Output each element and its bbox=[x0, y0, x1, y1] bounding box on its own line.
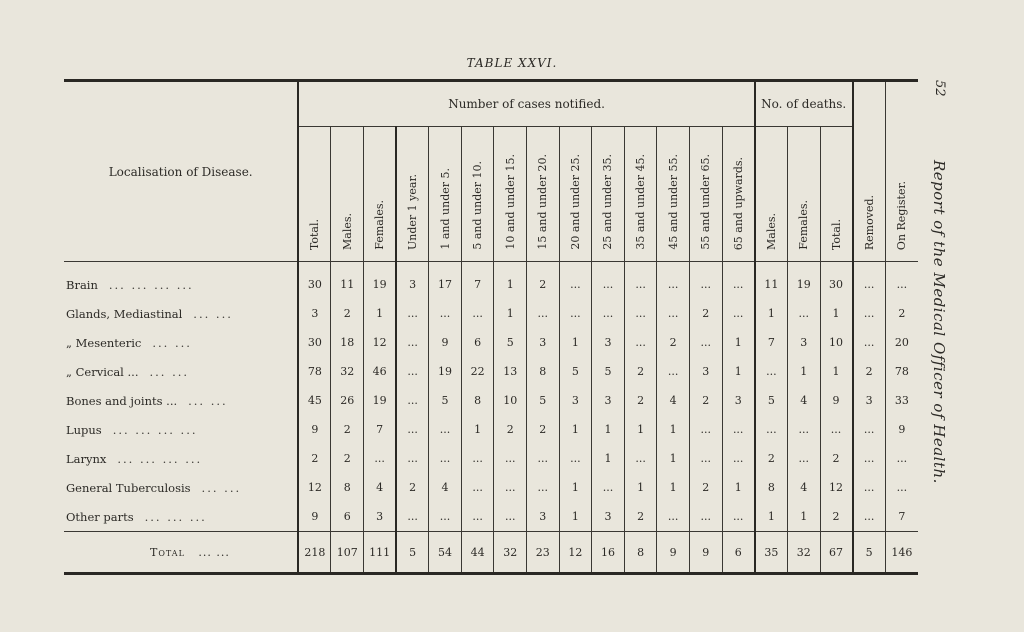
table-cell: 1 bbox=[755, 502, 788, 532]
row-label bbox=[64, 502, 298, 532]
table-cell: ... bbox=[527, 473, 560, 502]
table-cell: 8 bbox=[461, 386, 494, 415]
total-label bbox=[64, 532, 298, 574]
localisation-header: Localisation of Disease. bbox=[64, 81, 298, 262]
table-cell: 20 bbox=[885, 328, 918, 357]
table-cell: 3 bbox=[689, 357, 722, 386]
table-cell: ... bbox=[527, 299, 560, 328]
table-cell: 2 bbox=[885, 299, 918, 328]
table-cell: 19 bbox=[787, 262, 820, 300]
table-cell: 3 bbox=[298, 299, 331, 328]
table-cell: ... bbox=[722, 262, 755, 300]
row-label-text: Brain bbox=[66, 277, 98, 292]
table-cell: 3 bbox=[527, 328, 560, 357]
table-cell: ... bbox=[624, 328, 657, 357]
table-cell: ... bbox=[755, 415, 788, 444]
table-cell: ... bbox=[853, 328, 886, 357]
row-label-text: Lupus bbox=[66, 422, 102, 437]
table-cell: 3 bbox=[853, 386, 886, 415]
table-cell: ... bbox=[689, 262, 722, 300]
table-cell: 6 bbox=[461, 328, 494, 357]
row-label bbox=[64, 473, 298, 502]
table-cell: 1 bbox=[364, 299, 397, 328]
col-header: Males. bbox=[331, 127, 364, 262]
table-cell: 1 bbox=[559, 502, 592, 532]
table-cell: 3 bbox=[364, 502, 397, 532]
table-cell: ... bbox=[885, 262, 918, 300]
table-cell: 7 bbox=[885, 502, 918, 532]
table-cell: ... bbox=[624, 299, 657, 328]
table-cell: 12 bbox=[298, 473, 331, 502]
table-cell: 5 bbox=[592, 357, 625, 386]
table-cell: 3 bbox=[559, 386, 592, 415]
col-header: Total. bbox=[820, 127, 853, 262]
col-header: Females. bbox=[364, 127, 397, 262]
col-header: 5 and under 10. bbox=[461, 127, 494, 262]
table-row bbox=[64, 415, 918, 444]
table-cell: 2 bbox=[527, 262, 560, 300]
table-cell: ... bbox=[624, 262, 657, 300]
table-cell: 1 bbox=[755, 299, 788, 328]
table-cell: ... bbox=[592, 299, 625, 328]
row-label bbox=[64, 328, 298, 357]
col-header: Under 1 year. bbox=[396, 127, 429, 262]
leader-dots: ... ... ... ... bbox=[112, 422, 198, 437]
table-cell: ... bbox=[853, 444, 886, 473]
leader-dots: ... ... ... bbox=[144, 509, 207, 524]
table-cell: ... bbox=[722, 299, 755, 328]
table-cell: 2 bbox=[331, 415, 364, 444]
table-cell: 22 bbox=[461, 357, 494, 386]
table-cell: 10 bbox=[820, 328, 853, 357]
table-cell: ... bbox=[787, 444, 820, 473]
table-cell: 2 bbox=[624, 386, 657, 415]
table-cell: ... bbox=[396, 502, 429, 532]
table-cell: 19 bbox=[364, 262, 397, 300]
table-cell: 8 bbox=[527, 357, 560, 386]
table-cell: 1 bbox=[787, 357, 820, 386]
running-head-text: Report of the Medical Officer of Health. bbox=[930, 160, 948, 484]
table-cell: 3 bbox=[396, 262, 429, 300]
table-cell: ... bbox=[689, 444, 722, 473]
table-cell: ... bbox=[429, 299, 462, 328]
table-cell: 3 bbox=[722, 386, 755, 415]
table-cell: 2 bbox=[657, 328, 690, 357]
table-cell: 7 bbox=[461, 262, 494, 300]
table-cell: 1 bbox=[722, 473, 755, 502]
table-cell: 5 bbox=[527, 386, 560, 415]
col-header: 65 and upwards. bbox=[722, 127, 755, 262]
table-cell: ... bbox=[722, 502, 755, 532]
table-cell: 218 bbox=[298, 532, 331, 574]
row-label-text: „ Mesenteric bbox=[66, 335, 142, 350]
row-label-text: Larynx bbox=[66, 451, 107, 466]
table-cell: 1 bbox=[559, 473, 592, 502]
removed-header: Removed. bbox=[853, 81, 886, 262]
table-cell: ... bbox=[657, 299, 690, 328]
table-cell: 1 bbox=[787, 502, 820, 532]
row-label bbox=[64, 444, 298, 473]
row-label-text: Glands, Mediastinal bbox=[66, 306, 183, 321]
table-cell: 2 bbox=[331, 444, 364, 473]
table-cell: 3 bbox=[787, 328, 820, 357]
table-cell: 1 bbox=[559, 328, 592, 357]
table-cell: ... bbox=[364, 444, 397, 473]
table-cell: 107 bbox=[331, 532, 364, 574]
table-title: TABLE XXVI. bbox=[466, 56, 558, 70]
table-cell: 2 bbox=[527, 415, 560, 444]
row-label-text: General Tuberculosis bbox=[66, 480, 191, 495]
table-cell: 78 bbox=[298, 357, 331, 386]
table-cell: 2 bbox=[298, 444, 331, 473]
table-cell: 12 bbox=[820, 473, 853, 502]
deaths-group-header: No. of deaths. bbox=[755, 81, 853, 127]
table-cell: 7 bbox=[755, 328, 788, 357]
table-cell: 30 bbox=[820, 262, 853, 300]
table-cell: 9 bbox=[298, 415, 331, 444]
table-cell: 12 bbox=[364, 328, 397, 357]
table-cell: ... bbox=[689, 328, 722, 357]
table-cell: 2 bbox=[689, 386, 722, 415]
table-cell: 11 bbox=[331, 262, 364, 300]
table-cell: ... bbox=[624, 444, 657, 473]
col-header: 1 and under 5. bbox=[429, 127, 462, 262]
row-label bbox=[64, 299, 298, 328]
table-cell: 44 bbox=[461, 532, 494, 574]
table-cell: 2 bbox=[820, 444, 853, 473]
table-body bbox=[64, 262, 918, 574]
col-header: 10 and under 15. bbox=[494, 127, 527, 262]
table-cell: ... bbox=[592, 473, 625, 502]
table-cell: 2 bbox=[624, 502, 657, 532]
table-cell: ... bbox=[787, 415, 820, 444]
table-cell: ... bbox=[461, 444, 494, 473]
leader-dots: ... ... ... ... bbox=[108, 277, 194, 292]
table-cell: 1 bbox=[657, 444, 690, 473]
page-number: 52 bbox=[932, 80, 947, 97]
table-cell: ... bbox=[853, 299, 886, 328]
leader-dots: ... ... bbox=[152, 335, 192, 350]
table-cell: 45 bbox=[298, 386, 331, 415]
row-label bbox=[64, 357, 298, 386]
table-row bbox=[64, 444, 918, 473]
table-cell: 2 bbox=[755, 444, 788, 473]
table-cell: 5 bbox=[494, 328, 527, 357]
table-cell: 8 bbox=[624, 532, 657, 574]
table-cell: ... bbox=[461, 502, 494, 532]
table-cell: 19 bbox=[364, 386, 397, 415]
table-cell: ... bbox=[559, 262, 592, 300]
table-cell: 19 bbox=[429, 357, 462, 386]
table-cell: ... bbox=[755, 357, 788, 386]
table-cell: 7 bbox=[364, 415, 397, 444]
table-row bbox=[64, 262, 918, 300]
col-header: 35 and under 45. bbox=[624, 127, 657, 262]
table-cell: ... bbox=[657, 262, 690, 300]
table-cell: 5 bbox=[396, 532, 429, 574]
table-cell: 4 bbox=[657, 386, 690, 415]
table-cell: 1 bbox=[820, 357, 853, 386]
table-cell: 1 bbox=[592, 444, 625, 473]
table-cell: 32 bbox=[331, 357, 364, 386]
table-cell: 18 bbox=[331, 328, 364, 357]
col-header: Total. bbox=[298, 127, 331, 262]
table-row bbox=[64, 386, 918, 415]
table-cell: 1 bbox=[722, 357, 755, 386]
table-cell: ... bbox=[820, 415, 853, 444]
leader-dots: ... ... bbox=[198, 545, 230, 559]
table-cell: 1 bbox=[592, 415, 625, 444]
table-cell: 32 bbox=[787, 532, 820, 574]
table-cell: 2 bbox=[331, 299, 364, 328]
table-cell: 35 bbox=[755, 532, 788, 574]
col-header: 45 and under 55. bbox=[657, 127, 690, 262]
table-cell: ... bbox=[885, 473, 918, 502]
table-cell: ... bbox=[396, 299, 429, 328]
table-cell: 146 bbox=[885, 532, 918, 574]
table-cell: 8 bbox=[331, 473, 364, 502]
row-label-text: „ Cervical ... bbox=[66, 364, 139, 379]
table-cell: ... bbox=[396, 386, 429, 415]
table-cell: 5 bbox=[559, 357, 592, 386]
table-cell: 5 bbox=[755, 386, 788, 415]
table-cell: ... bbox=[494, 502, 527, 532]
table-cell: 5 bbox=[429, 386, 462, 415]
table-cell: ... bbox=[429, 444, 462, 473]
table-cell: ... bbox=[689, 415, 722, 444]
tuberculosis-cases-table bbox=[64, 79, 918, 575]
table-cell: 9 bbox=[689, 532, 722, 574]
table-cell: 2 bbox=[820, 502, 853, 532]
table-cell: ... bbox=[461, 473, 494, 502]
table-cell: 8 bbox=[755, 473, 788, 502]
table-cell: 9 bbox=[429, 328, 462, 357]
table-cell: ... bbox=[592, 262, 625, 300]
col-header: 20 and under 25. bbox=[559, 127, 592, 262]
table-cell: 2 bbox=[853, 357, 886, 386]
table-cell: 30 bbox=[298, 262, 331, 300]
table-cell: ... bbox=[657, 357, 690, 386]
table-cell: 4 bbox=[429, 473, 462, 502]
table-cell: ... bbox=[853, 502, 886, 532]
table-cell: 33 bbox=[885, 386, 918, 415]
table-row bbox=[64, 328, 918, 357]
table-cell: 9 bbox=[657, 532, 690, 574]
table-cell: ... bbox=[853, 262, 886, 300]
table-row bbox=[64, 299, 918, 328]
table-cell: 1 bbox=[624, 415, 657, 444]
col-header: Males. bbox=[755, 127, 788, 262]
table-cell: ... bbox=[853, 473, 886, 502]
table-cell: 4 bbox=[364, 473, 397, 502]
table-cell: 54 bbox=[429, 532, 462, 574]
table-cell: ... bbox=[429, 502, 462, 532]
table-cell: 1 bbox=[657, 415, 690, 444]
row-label-text: Total bbox=[150, 545, 185, 559]
table-cell: 23 bbox=[527, 532, 560, 574]
leader-dots: ... ... ... ... bbox=[117, 451, 203, 466]
table-cell: 6 bbox=[331, 502, 364, 532]
table-cell: 2 bbox=[494, 415, 527, 444]
table-cell: 3 bbox=[592, 502, 625, 532]
row-label-text: Bones and joints ... bbox=[66, 393, 178, 408]
table-cell: 1 bbox=[559, 415, 592, 444]
row-label bbox=[64, 386, 298, 415]
table-cell: ... bbox=[429, 415, 462, 444]
col-header: 55 and under 65. bbox=[689, 127, 722, 262]
table-cell: ... bbox=[396, 415, 429, 444]
col-header: Females. bbox=[787, 127, 820, 262]
table-cell: ... bbox=[494, 444, 527, 473]
table-cell: 17 bbox=[429, 262, 462, 300]
table-cell: ... bbox=[689, 502, 722, 532]
table-cell: 16 bbox=[592, 532, 625, 574]
table-cell: 12 bbox=[559, 532, 592, 574]
table-cell: ... bbox=[396, 328, 429, 357]
table-cell: 1 bbox=[494, 299, 527, 328]
table-cell: 10 bbox=[494, 386, 527, 415]
table-cell: 9 bbox=[298, 502, 331, 532]
cases-group-header: Number of cases notified. bbox=[298, 81, 754, 127]
table-cell: ... bbox=[559, 299, 592, 328]
table-cell: 3 bbox=[592, 386, 625, 415]
table-cell: 78 bbox=[885, 357, 918, 386]
col-header: 15 and under 20. bbox=[527, 127, 560, 262]
table-cell: 4 bbox=[787, 386, 820, 415]
leader-dots: ... ... bbox=[149, 364, 190, 379]
table-cell: 111 bbox=[364, 532, 397, 574]
table-cell: 2 bbox=[689, 299, 722, 328]
table-cell: ... bbox=[396, 444, 429, 473]
table-cell: 13 bbox=[494, 357, 527, 386]
table-cell: 32 bbox=[494, 532, 527, 574]
table-cell: 9 bbox=[885, 415, 918, 444]
table-cell: ... bbox=[657, 502, 690, 532]
table-cell: ... bbox=[722, 444, 755, 473]
table-cell: 1 bbox=[820, 299, 853, 328]
leader-dots: ... ... bbox=[188, 393, 228, 408]
leader-dots: ... ... bbox=[193, 306, 233, 321]
table-cell: 5 bbox=[853, 532, 886, 574]
table-row bbox=[64, 502, 918, 532]
table-row bbox=[64, 357, 918, 386]
table-cell: ... bbox=[853, 415, 886, 444]
table-cell: 3 bbox=[592, 328, 625, 357]
leader-dots: ... ... bbox=[201, 480, 242, 495]
table-cell: 4 bbox=[787, 473, 820, 502]
table-cell: 46 bbox=[364, 357, 397, 386]
table-cell: 3 bbox=[527, 502, 560, 532]
table-cell: ... bbox=[559, 444, 592, 473]
table-cell: 2 bbox=[396, 473, 429, 502]
col-header: 25 and under 35. bbox=[592, 127, 625, 262]
table-cell: ... bbox=[787, 299, 820, 328]
table-cell: ... bbox=[461, 299, 494, 328]
table-cell: 67 bbox=[820, 532, 853, 574]
table-cell: ... bbox=[527, 444, 560, 473]
on-register-header: On Register. bbox=[885, 81, 918, 262]
table-cell: 9 bbox=[820, 386, 853, 415]
row-label-text: Other parts bbox=[66, 509, 134, 524]
row-label bbox=[64, 262, 298, 300]
table-cell: 1 bbox=[624, 473, 657, 502]
table-cell: 1 bbox=[461, 415, 494, 444]
table-cell: ... bbox=[396, 357, 429, 386]
total-row bbox=[64, 532, 918, 574]
table-row bbox=[64, 473, 918, 502]
table-cell: 1 bbox=[494, 262, 527, 300]
table-cell: 6 bbox=[722, 532, 755, 574]
table-cell: 1 bbox=[657, 473, 690, 502]
statistics-table-container bbox=[64, 79, 918, 575]
table-cell: ... bbox=[885, 444, 918, 473]
table-cell: 26 bbox=[331, 386, 364, 415]
table-cell: ... bbox=[494, 473, 527, 502]
running-header bbox=[930, 80, 958, 580]
table-cell: 2 bbox=[689, 473, 722, 502]
row-label bbox=[64, 415, 298, 444]
table-cell: 1 bbox=[722, 328, 755, 357]
table-cell: 30 bbox=[298, 328, 331, 357]
table-cell: 2 bbox=[624, 357, 657, 386]
table-cell: 11 bbox=[755, 262, 788, 300]
table-cell: ... bbox=[722, 415, 755, 444]
